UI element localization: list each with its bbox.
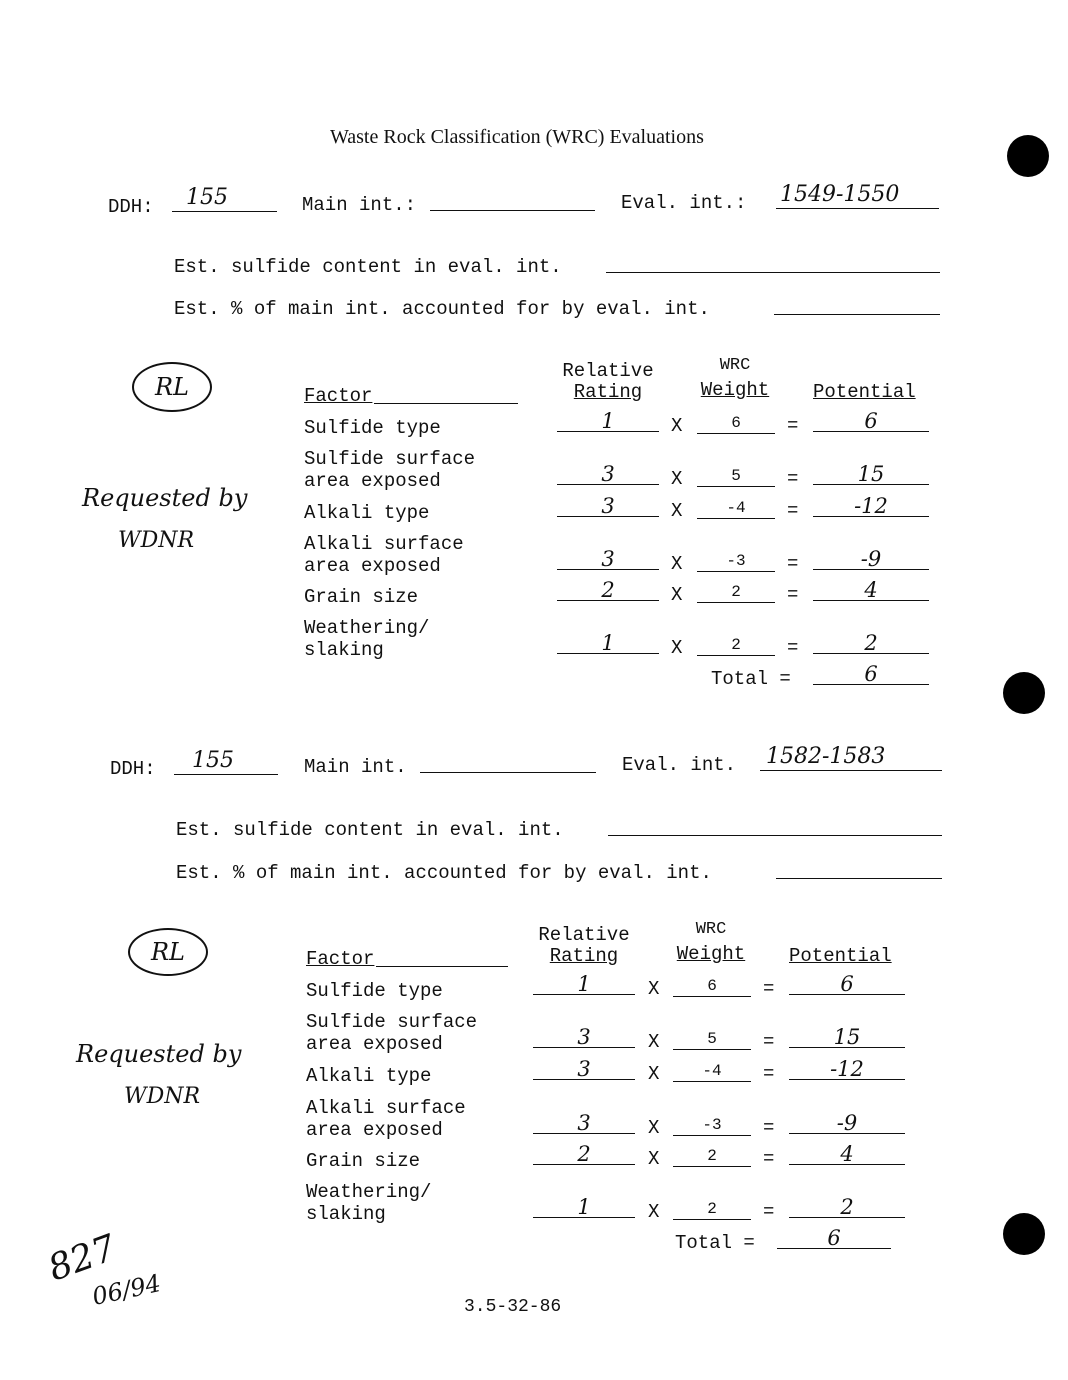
binder-hole-dot [1007, 135, 1049, 177]
est-sulfide-label: Est. sulfide content in eval. int. [176, 819, 564, 841]
total-label: Total = [675, 1232, 755, 1254]
relative-rating-header [532, 925, 636, 967]
potential-value: 2 [813, 633, 929, 654]
times-sign: X [671, 468, 683, 490]
equals-sign: = [787, 584, 799, 606]
weight-value: 2 [673, 1146, 751, 1167]
equals-sign: = [787, 637, 799, 659]
weight-value: -4 [697, 498, 775, 519]
weight-value: 5 [673, 1029, 751, 1050]
potential-value: -9 [813, 549, 929, 570]
factor-name-line2: area exposed [304, 470, 441, 492]
wrc-header-text: WRC [695, 920, 727, 939]
rating-header-text: Rating [573, 381, 643, 403]
rl-circled-mark: RL [128, 928, 208, 976]
factor-name: Alkali surface [306, 1097, 466, 1119]
weight-value: 2 [673, 1199, 751, 1220]
eval-int-value: 1549-1550 [780, 182, 900, 207]
weight-value: 2 [697, 635, 775, 656]
total-value: 6 [813, 664, 929, 685]
times-sign: X [648, 978, 660, 1000]
potential-value: 4 [813, 580, 929, 601]
page-title: Waste Rock Classification (WRC) Evaluations [330, 126, 704, 148]
est-pct-line [774, 292, 940, 315]
potential-header: Potential [813, 381, 916, 403]
est-sulfide-line [608, 813, 942, 836]
potential-header: Potential [789, 945, 892, 967]
main-int-line [430, 188, 595, 211]
potential-value: 6 [813, 411, 929, 432]
est-sulfide-label: Est. sulfide content in eval. int. [174, 256, 562, 278]
eval-int-value: 1582-1583 [766, 744, 886, 769]
equals-sign: = [763, 1148, 775, 1170]
weight-header-text: Weight [700, 379, 770, 401]
factor-name: Weathering/ [304, 617, 430, 639]
weight-value: 6 [697, 413, 775, 434]
factor-name-line2: slaking [306, 1203, 386, 1225]
eval-int-label: Eval. int. [622, 754, 737, 776]
rating-value: 2 [557, 580, 659, 601]
factor-header: Factor [306, 948, 375, 970]
weight-value: 5 [697, 466, 775, 487]
rating-value: 2 [533, 1144, 635, 1165]
rating-value: 3 [533, 1059, 635, 1080]
times-sign: X [648, 1148, 660, 1170]
weight-value: -4 [673, 1061, 751, 1082]
factor-name: Sulfide surface [304, 448, 476, 470]
potential-value: 2 [789, 1197, 905, 1218]
main-int-label: Main int. [304, 756, 407, 778]
requested-by-agency: WDNR [124, 1084, 201, 1109]
rating-value: 1 [533, 1197, 635, 1218]
rating-value: 1 [557, 633, 659, 654]
equals-sign: = [763, 978, 775, 1000]
est-pct-label: Est. % of main int. accounted for by eval. int. [176, 862, 712, 884]
equals-sign: = [787, 468, 799, 490]
factor-name: Sulfide type [304, 417, 441, 439]
factor-name: Sulfide surface [306, 1011, 478, 1033]
equals-sign: = [787, 500, 799, 522]
binder-hole-dot [1003, 672, 1045, 714]
main-int-line [420, 750, 596, 773]
relative-header-text: Relative [562, 360, 654, 382]
weight-value: 2 [697, 582, 775, 603]
potential-value: 15 [813, 464, 929, 485]
eval-int-label: Eval. int.: [621, 192, 747, 214]
rating-value: 3 [533, 1027, 635, 1048]
relative-rating-header [556, 361, 660, 403]
weight-value: -3 [697, 551, 775, 572]
ddh-value: 155 [192, 748, 234, 773]
total-value: 6 [777, 1228, 891, 1249]
potential-value: 15 [789, 1027, 905, 1048]
potential-value: 4 [789, 1144, 905, 1165]
times-sign: X [671, 500, 683, 522]
ddh-value: 155 [186, 185, 228, 210]
factor-name-line2: slaking [304, 639, 384, 661]
rl-circled-mark: RL [132, 362, 212, 412]
handwritten-code: 827 [43, 1227, 122, 1290]
factor-name: Grain size [306, 1150, 421, 1172]
factor-name: Sulfide type [306, 980, 443, 1002]
requested-by-agency: WDNR [118, 528, 195, 553]
equals-sign: = [787, 553, 799, 575]
equals-sign: = [763, 1201, 775, 1223]
requested-by-note: Requested by [82, 484, 248, 512]
weight-value: 6 [673, 976, 751, 997]
rating-value: 1 [557, 411, 659, 432]
factor-name: Alkali surface [304, 533, 464, 555]
times-sign: X [648, 1117, 660, 1139]
factor-name: Grain size [304, 586, 419, 608]
rating-value: 3 [533, 1113, 635, 1134]
binder-hole-dot [1003, 1213, 1045, 1255]
times-sign: X [648, 1201, 660, 1223]
rating-value: 3 [557, 496, 659, 517]
rating-value: 3 [557, 549, 659, 570]
est-sulfide-line [606, 250, 940, 273]
handwritten-date: 06/94 [89, 1269, 164, 1311]
factor-name-line2: area exposed [306, 1119, 443, 1141]
equals-sign: = [763, 1031, 775, 1053]
times-sign: X [671, 553, 683, 575]
ddh-label: DDH: [110, 758, 156, 780]
requested-by-note: Requested by [76, 1040, 242, 1068]
rating-value: 1 [533, 974, 635, 995]
wrc-weight-header [670, 918, 752, 966]
page-number: 3.5-32-86 [464, 1297, 562, 1317]
est-pct-line [776, 856, 942, 879]
factor-name-line2: area exposed [306, 1033, 443, 1055]
wrc-header-text: WRC [719, 356, 751, 375]
factor-name-line2: area exposed [304, 555, 441, 577]
est-pct-label: Est. % of main int. accounted for by eval. int. [174, 298, 710, 320]
relative-header-text: Relative [538, 924, 630, 946]
times-sign: X [671, 415, 683, 437]
factor-header: Factor [304, 385, 373, 407]
potential-value: 6 [789, 974, 905, 995]
wrc-weight-header [694, 354, 776, 402]
rating-header-text: Rating [549, 945, 619, 967]
ddh-label: DDH: [108, 196, 154, 218]
factor-name: Alkali type [304, 502, 430, 524]
factor-header-line [374, 381, 518, 404]
rating-value: 3 [557, 464, 659, 485]
potential-value: -12 [789, 1059, 905, 1080]
weight-value: -3 [673, 1115, 751, 1136]
times-sign: X [648, 1031, 660, 1053]
times-sign: X [648, 1063, 660, 1085]
times-sign: X [671, 584, 683, 606]
total-label: Total = [711, 668, 791, 690]
weight-header-text: Weight [676, 943, 746, 965]
potential-value: -9 [789, 1113, 905, 1134]
main-int-label: Main int.: [302, 194, 417, 216]
times-sign: X [671, 637, 683, 659]
factor-header-line [376, 944, 508, 967]
factor-name: Alkali type [306, 1065, 432, 1087]
potential-value: -12 [813, 496, 929, 517]
equals-sign: = [763, 1063, 775, 1085]
equals-sign: = [787, 415, 799, 437]
equals-sign: = [763, 1117, 775, 1139]
factor-name: Weathering/ [306, 1181, 432, 1203]
